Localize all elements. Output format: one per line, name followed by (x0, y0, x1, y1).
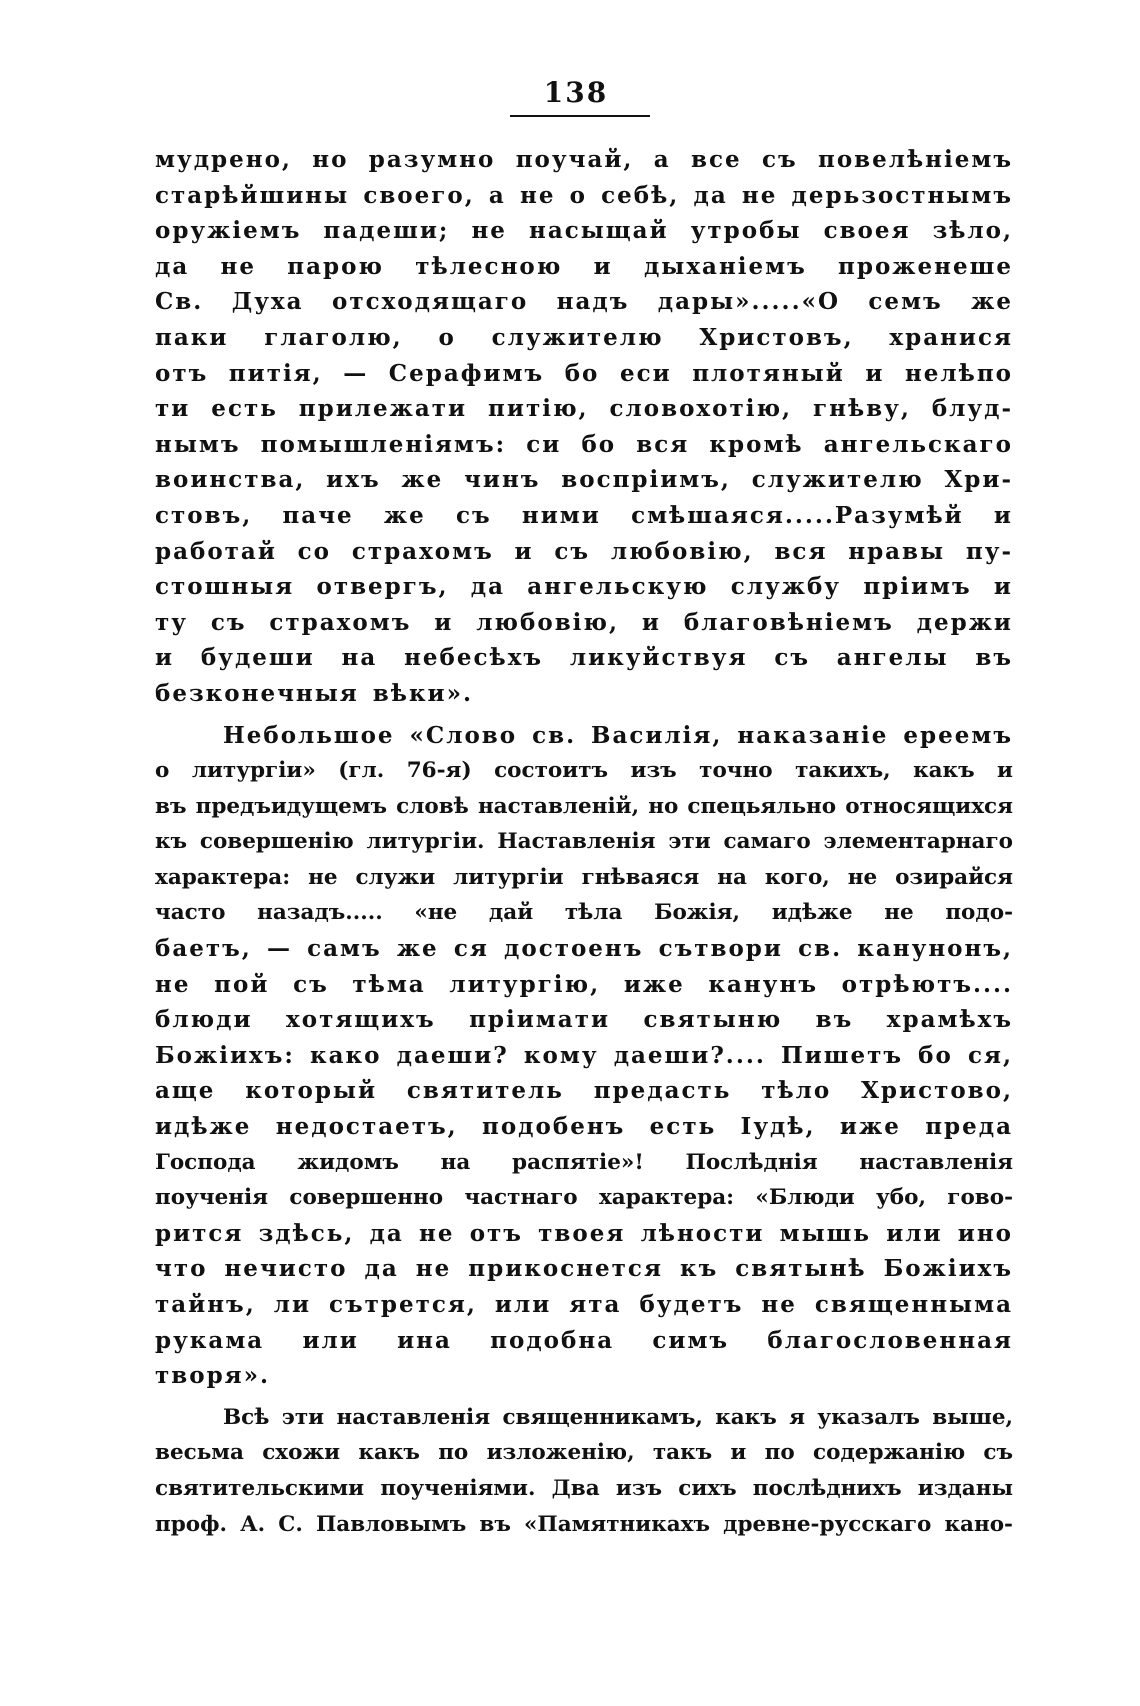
text-line: нымъ помышленіямъ: си бо вся кромѣ ангельскаго (155, 430, 1013, 458)
text-line: Св. Духа отсходящаго надъ дары».....«О семъ же (155, 288, 1013, 316)
paragraph-instructions-summary (155, 1400, 1013, 1542)
text-line: творя». (155, 1362, 271, 1390)
text-line: часто назадъ..... «не дай тѣла Божія, идѣже не подо- (155, 900, 1013, 926)
text-line: баетъ, — самъ же ся достоенъ сътвори св. канунонъ, (155, 935, 1013, 963)
text-line: да не парою тѣлесною и дыханіемъ проженеше (155, 252, 1013, 280)
text-line: къ совершенію литургіи. Наставленія эти самаго элементарнаго (155, 829, 1013, 855)
text-line: рится здѣсь, да не отъ твоея лѣности мышь или ино (155, 1219, 1013, 1247)
text-line: Господа жидомъ на распятіе»! Послѣднія наставленія (155, 1149, 1013, 1175)
text-line: Всѣ эти наставленія священникамъ, какъ я указалъ выше, (223, 1404, 1013, 1430)
page-number: 138 (543, 76, 609, 109)
text-line: ти есть прилежати питію, словохотію, гнѣву, блуд- (155, 395, 1013, 423)
text-line: святительскими поученіями. Два изъ сихъ послѣднихъ изданы (155, 1475, 1013, 1501)
text-line: паки глаголю, о служителю Христовъ, хранися (155, 323, 1013, 351)
text-line: блюди хотящихъ пріимати святыню въ храмѣхъ (155, 1006, 1013, 1034)
text-line: Божіихъ: како даеши? кому даеши?.... Пишетъ бо ся, (155, 1041, 1013, 1069)
text-line: въ предъидущемъ словѣ наставленій, но спецьяльно относящихся (155, 793, 1013, 819)
paragraph-vasily-homily (155, 718, 1013, 1394)
text-line: стовъ, паче же съ ними смѣшаяся.....Разумѣй и (155, 501, 1013, 529)
text-line: о литургіи» (гл. 76-я) состоитъ изъ точно такихъ, какъ и (155, 758, 1013, 784)
text-line: и будеши на небесѣхъ ликуйствуя съ ангелы въ (155, 644, 1013, 672)
text-line: старѣйшины своего, а не о себѣ, да не дерьзостнымъ (155, 181, 1013, 209)
text-line: стошныя отвергъ, да ангельскую службу пріимъ и (155, 573, 1013, 601)
text-body (155, 142, 1013, 1542)
text-line: мудрено, но разумно поучай, а все съ повелѣніемъ (155, 146, 1013, 173)
text-line: проф. А. С. Павловымъ въ «Памятникахъ древне-русскаго кано- (155, 1511, 1013, 1537)
text-line: что нечисто да не прикоснется къ святынѣ Божіихъ (155, 1255, 1013, 1283)
text-line: аще который святитель предасть тѣло Христово, (155, 1077, 1013, 1105)
text-line: характера: не служи литургіи гнѣваяся на кого, не озирайся (155, 864, 1013, 890)
text-line: оружіемъ падеши; не насыщай утробы своея зѣло, (155, 217, 1013, 245)
text-line: ту съ страхомъ и любовію, и благовѣніемъ держи (155, 608, 1013, 636)
text-line: рукама или ина подобна симъ благословенная (155, 1326, 1013, 1354)
text-line: идѣже недостаетъ, подобенъ есть Іудѣ, иже преда (155, 1113, 1013, 1141)
text-line: весьма схожи какъ по изложенію, такъ и по содержанію съ (155, 1440, 1013, 1466)
text-line: работай со страхомъ и съ любовію, вся нравы пу- (155, 537, 1013, 565)
page-number-rule (510, 115, 650, 117)
text-line: отъ питія, — Серафимъ бо еси плотяный и нелѣпо (155, 359, 1013, 387)
text-line: поученія совершенно частнаго характера: «Блюди убо, гово- (155, 1185, 1013, 1211)
text-line: не пой съ тѣма литургію, иже канунъ отрѣютъ.... (155, 970, 1013, 998)
text-line: безконечныя вѣки». (155, 679, 473, 707)
text-line: тайнъ, ли сътрется, или ята будетъ не священныма (155, 1291, 1013, 1318)
text-line: воинства, ихъ же чинъ воспріимъ, служителю Хри- (155, 466, 1013, 494)
paragraph-quotation-continued (155, 142, 1013, 712)
text-line: Небольшое «Слово св. Василія, наказаніе ереемъ (223, 721, 1013, 749)
